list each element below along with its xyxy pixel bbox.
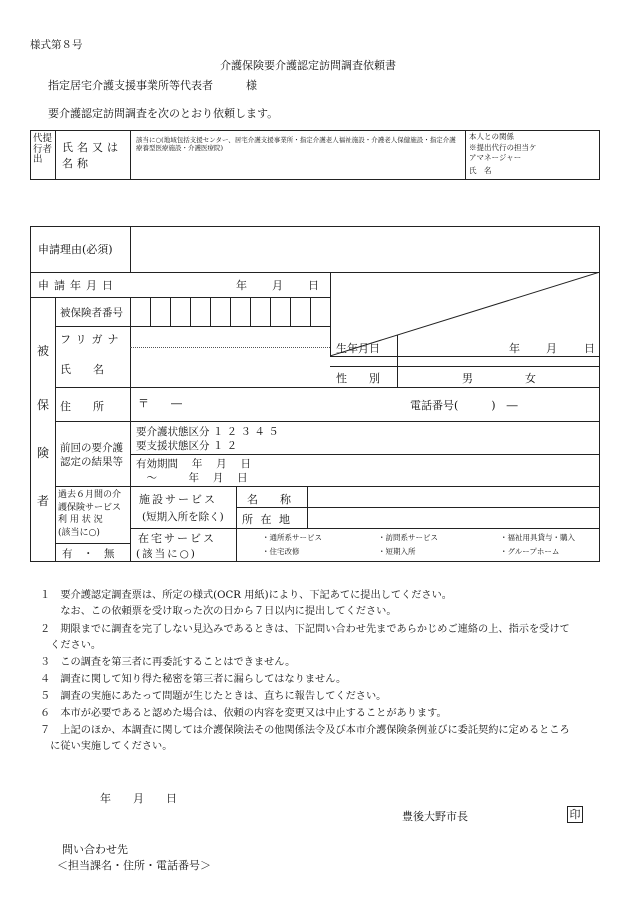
home-item-visit[interactable]: ・訪問系サービス [378, 533, 438, 542]
address-label: 住 所 [60, 400, 104, 413]
digit-cell-divider [250, 297, 251, 326]
digit-cell-divider [190, 297, 191, 326]
note-1: １ 要介護認定調査票は、所定の様式(OCR 用紙)により、下記あてに提出してください。 [40, 590, 452, 601]
birth-year-unit: 年 [509, 342, 520, 355]
reason-field[interactable] [136, 232, 591, 266]
home-item-renovation[interactable]: ・住宅改修 [262, 547, 300, 556]
digit-cell-divider [270, 297, 271, 326]
application-date-label: 申請年月日 [38, 279, 118, 292]
usage-label-4: (該当に○) [58, 527, 100, 538]
home-item-shortstay[interactable]: ・短期入所 [378, 547, 416, 556]
note-2: ２ 期限までに調査を完了しない見込みであるときは、下記問い合わせ先まであらかじめご連絡の上、指示を受けて [40, 624, 570, 635]
birth-month-unit: 月 [546, 342, 557, 355]
note-3: ３ この調査を第三者に再委託することはできません。 [40, 657, 296, 668]
caremanager-name-label: 氏 名 [469, 166, 492, 175]
digit-cell-divider [170, 297, 171, 326]
addressee: 指定居宅介護支援事業所等代表者 様 [48, 79, 257, 92]
birthdate-label: 生年月日 [336, 342, 380, 355]
inquiry-label: 問い合わせ先 [62, 843, 128, 856]
note-6: ６ 本市が必要であると認めた場合は、依頼の内容を変更又は中止することがあります。 [40, 708, 447, 719]
digit-cell-divider [230, 297, 231, 326]
form-number: 様式第８号 [30, 39, 83, 51]
care-level-line: 要介護状態区分 １ ２ ３ ４ ５ [136, 426, 279, 438]
facility-service-label: 施設サービス [139, 493, 217, 506]
insured-side-1: 被 [37, 344, 50, 358]
insured-side-4: 者 [37, 494, 50, 508]
name-label: 氏 名 [60, 363, 104, 376]
note-1-cont: なお、この依頼票を受け取った次の日から７日以内に提出してください。 [40, 606, 397, 617]
home-service-sub: (該当に○) [136, 548, 197, 560]
home-item-day[interactable]: ・通所系サービス [262, 533, 322, 542]
prev-result-label-1: 前回の要介護 [60, 442, 123, 454]
sex-male[interactable]: 男 [462, 372, 473, 385]
facility-location-label: 所 在 地 [242, 513, 292, 526]
validity-line-2: ～ 年 月 日 [136, 472, 248, 484]
home-service-label: 在宅サービス [138, 532, 216, 545]
app-day-unit: 日 [308, 279, 319, 292]
validity-line-1: 有効期間 年 月 日 [136, 458, 252, 470]
facility-name-label: 名 称 [247, 493, 291, 506]
digit-cell-divider [290, 297, 291, 326]
document-title: 介護保険要介護認定訪問調査依頼書 [220, 59, 396, 72]
phone-label: 電話番号( ) ― [410, 399, 518, 412]
sex-label: 性 別 [336, 372, 380, 385]
furigana-label: フリガナ [60, 333, 124, 346]
digit-cell-divider [310, 297, 311, 326]
relation-note: ※提出代行の担当ケアマネージャー [469, 143, 537, 162]
sex-female[interactable]: 女 [525, 372, 536, 385]
insured-side-2: 保 [37, 398, 50, 412]
usage-yes-no[interactable]: 有 ・ 無 [62, 548, 115, 560]
note-5: ５ 調査の実施にあたって問題が生じたときは、直ちに報告してください。 [40, 691, 387, 702]
digit-cell-divider [210, 297, 211, 326]
seal-box: 印 [567, 806, 583, 823]
home-item-grouphome[interactable]: ・グループホーム [500, 547, 560, 556]
app-month-unit: 月 [272, 279, 283, 292]
facility-service-sub: (短期入所を除く) [142, 511, 224, 523]
proxy-name-label: 氏名又は名称 [62, 141, 122, 170]
mayor-name: 豊後大野市長 [402, 810, 468, 823]
note-2-cont: ください。 [40, 640, 102, 651]
reason-label: 申請理由(必須) [38, 243, 113, 256]
home-item-welfare[interactable]: ・福祉用具貸与・購入 [500, 533, 575, 542]
request-sentence: 要介護認定訪問調査を次のとおり依頼します。 [48, 107, 279, 120]
birth-day-unit: 日 [584, 342, 595, 355]
insured-side-3: 険 [37, 446, 50, 460]
usage-label-2: 護保険サービス [58, 502, 122, 513]
note-4: ４ 調査に関して知り得た秘密を第三者に漏らしてはなりません。 [40, 674, 347, 685]
app-year-unit: 年 [236, 279, 247, 292]
inquiry-detail: ＜担当課名・住所・電話番号＞ [57, 859, 211, 872]
usage-label [58, 489, 121, 539]
proxy-side-label: 代提行者出 [33, 133, 53, 165]
usage-label-3: 利 用 状 況 [58, 515, 103, 525]
insured-number-label: 被保険者番号 [60, 307, 123, 319]
note-7: ７ 上記のほか、本調査に関しては介護保険法その他関係法令及び本市介護保険条例並びに委託契約に定めるところ [40, 725, 570, 736]
support-level-line: 要支援状態区分 １ ２ [136, 440, 238, 452]
postal-mark: 〒 ― [138, 397, 182, 410]
proxy-options-text: 該当に○(地域包括支援センター、居宅介護支援事業所・指定介護老人福祉施設・介護老人保健施設・指定介護療養型医療施設・介護医療院) [136, 136, 456, 152]
relation-label: 本人との関係 [469, 132, 514, 141]
usage-label-1: 過去６月間の介 [58, 490, 122, 500]
digit-cell-divider [150, 297, 151, 326]
footer-date: 年 月 日 [100, 792, 177, 805]
prev-result-label-2: 認定の結果等 [60, 456, 123, 468]
note-7-cont: に従い実施してください。 [40, 741, 173, 752]
